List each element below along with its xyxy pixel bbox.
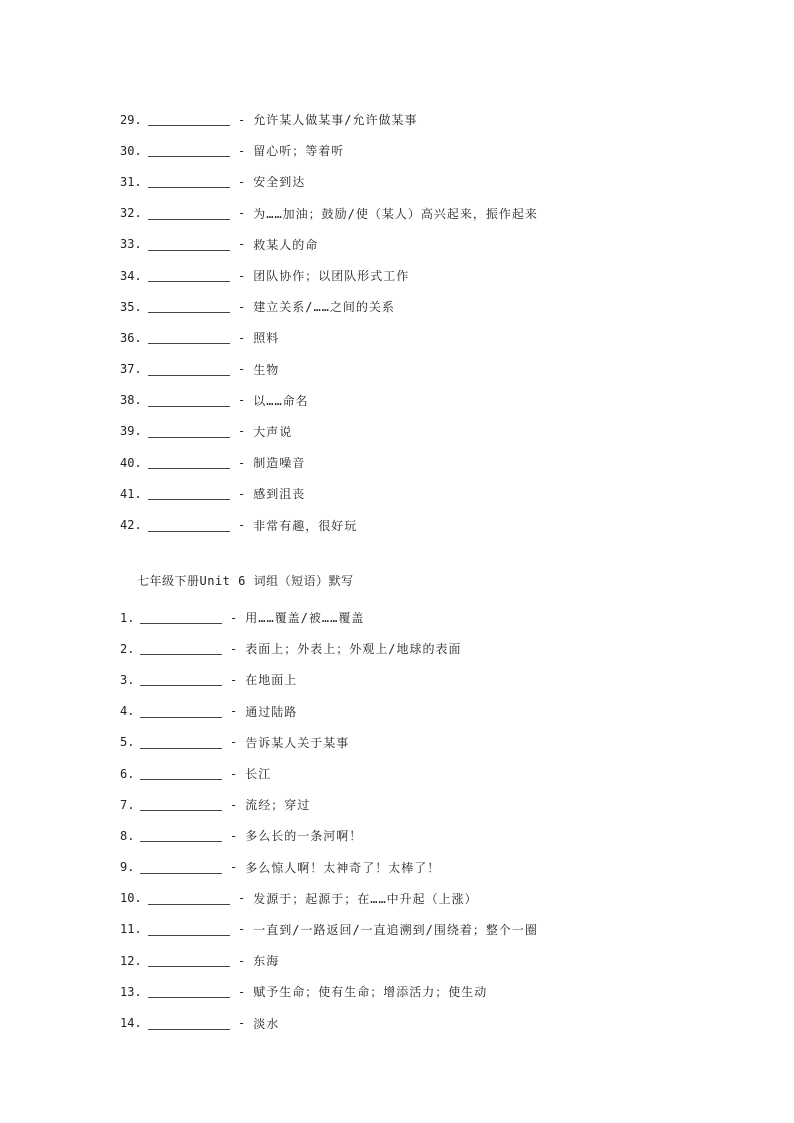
answer-blank[interactable] <box>148 175 230 188</box>
item-number: 41. <box>120 486 142 501</box>
answer-blank[interactable] <box>140 767 222 780</box>
separator-dash: - <box>238 362 246 377</box>
exercise-item <box>120 883 740 914</box>
item-meaning: 留心听；等着听 <box>253 144 345 159</box>
exercise-item <box>120 447 740 478</box>
answer-blank[interactable] <box>148 923 230 936</box>
exercise-item <box>120 852 740 883</box>
item-number: 32. <box>120 206 142 221</box>
item-meaning: 制造噪音 <box>253 456 306 471</box>
item-meaning: 长江 <box>245 767 272 782</box>
exercise-item <box>120 260 740 291</box>
exercise-item <box>120 166 740 197</box>
item-meaning: 通过陆路 <box>245 704 298 719</box>
separator-dash: - <box>238 922 246 937</box>
item-meaning: 东海 <box>253 954 280 969</box>
separator-dash: - <box>238 455 246 470</box>
separator-dash: - <box>238 299 246 314</box>
separator-dash: - <box>230 766 238 781</box>
answer-blank[interactable] <box>148 207 230 220</box>
exercise-item <box>120 509 740 540</box>
item-number: 31. <box>120 174 142 189</box>
separator-dash: - <box>230 610 238 625</box>
section-heading: 七年级下册Unit 6 词组（短语）默写 <box>137 574 354 588</box>
answer-blank[interactable] <box>148 238 230 251</box>
item-number: 5. <box>120 735 135 750</box>
answer-blank[interactable] <box>148 425 230 438</box>
item-meaning: 生物 <box>253 362 280 377</box>
separator-dash: - <box>238 143 246 158</box>
item-meaning: 多么惊人啊！太神奇了！太棒了！ <box>245 860 441 875</box>
item-number: 38. <box>120 393 142 408</box>
item-number: 8. <box>120 828 135 843</box>
item-meaning: 为……加油；鼓励/使（某人）高兴起来，振作起来 <box>253 206 538 221</box>
exercise-item <box>120 820 740 851</box>
item-meaning: 建立关系/……之间的关系 <box>253 300 395 315</box>
item-meaning: 在地面上 <box>245 673 298 688</box>
separator-dash: - <box>230 797 238 812</box>
exercise-item <box>120 758 740 789</box>
separator-dash: - <box>230 828 238 843</box>
separator-dash: - <box>238 330 246 345</box>
separator-dash: - <box>238 1016 246 1031</box>
answer-blank[interactable] <box>140 611 222 624</box>
exercise-item <box>120 478 740 509</box>
item-number: 39. <box>120 424 142 439</box>
item-meaning: 允许某人做某事/允许做某事 <box>253 113 418 128</box>
item-meaning: 非常有趣，很好玩 <box>253 518 358 533</box>
separator-dash: - <box>230 735 238 750</box>
exercise-item <box>120 322 740 353</box>
item-number: 6. <box>120 766 135 781</box>
item-number: 7. <box>120 797 135 812</box>
item-meaning: 一直到/一路返回/一直追溯到/围绕着；整个一圈 <box>253 922 538 937</box>
exercise-item <box>120 135 740 166</box>
item-number: 12. <box>120 953 142 968</box>
item-number: 40. <box>120 455 142 470</box>
item-number: 33. <box>120 237 142 252</box>
item-meaning: 告诉某人关于某事 <box>245 735 350 750</box>
item-number: 11. <box>120 922 142 937</box>
item-number: 10. <box>120 891 142 906</box>
exercise-item <box>120 664 740 695</box>
exercise-item <box>120 696 740 727</box>
answer-blank[interactable] <box>148 456 230 469</box>
item-number: 14. <box>120 1016 142 1031</box>
exercise-item <box>120 416 740 447</box>
item-number: 9. <box>120 860 135 875</box>
answer-blank[interactable] <box>148 519 230 532</box>
answer-blank[interactable] <box>140 736 222 749</box>
answer-blank[interactable] <box>140 829 222 842</box>
exercise-item <box>120 976 740 1007</box>
separator-dash: - <box>238 112 246 127</box>
answer-blank[interactable] <box>148 363 230 376</box>
item-number: 13. <box>120 984 142 999</box>
exercise-list-part-2 <box>120 602 740 1039</box>
item-number: 29. <box>120 112 142 127</box>
answer-blank[interactable] <box>140 861 222 874</box>
item-meaning: 淡水 <box>253 1016 280 1031</box>
answer-blank[interactable] <box>148 985 230 998</box>
separator-dash: - <box>238 486 246 501</box>
answer-blank[interactable] <box>140 642 222 655</box>
separator-dash: - <box>238 953 246 968</box>
answer-blank[interactable] <box>148 331 230 344</box>
item-number: 37. <box>120 362 142 377</box>
answer-blank[interactable] <box>140 673 222 686</box>
answer-blank[interactable] <box>148 144 230 157</box>
exercise-item <box>120 354 740 385</box>
exercise-item <box>120 633 740 664</box>
item-meaning: 救某人的命 <box>253 237 319 252</box>
item-meaning: 表面上；外表上；外观上/地球的表面 <box>245 642 462 657</box>
separator-dash: - <box>238 518 246 533</box>
item-meaning: 赋予生命；使有生命；增添活力；使生动 <box>253 985 488 1000</box>
item-number: 2. <box>120 641 135 656</box>
exercise-item <box>120 104 740 135</box>
exercise-item <box>120 291 740 322</box>
item-number: 3. <box>120 672 135 687</box>
separator-dash: - <box>230 704 238 719</box>
answer-blank[interactable] <box>148 1017 230 1030</box>
answer-blank[interactable] <box>140 705 222 718</box>
item-number: 1. <box>120 610 135 625</box>
exercise-item <box>120 727 740 758</box>
exercise-item <box>120 914 740 945</box>
answer-blank[interactable] <box>140 798 222 811</box>
item-meaning: 以……命名 <box>253 393 309 408</box>
separator-dash: - <box>238 174 246 189</box>
separator-dash: - <box>238 268 246 283</box>
separator-dash: - <box>238 984 246 999</box>
answer-blank[interactable] <box>148 892 230 905</box>
item-meaning: 多么长的一条河啊！ <box>245 829 363 844</box>
separator-dash: - <box>238 424 246 439</box>
item-number: 4. <box>120 704 135 719</box>
exercise-item <box>120 602 740 633</box>
exercise-item <box>120 198 740 229</box>
exercise-item <box>120 229 740 260</box>
separator-dash: - <box>230 672 238 687</box>
answer-blank[interactable] <box>148 300 230 313</box>
item-meaning: 照料 <box>253 331 280 346</box>
exercise-item <box>120 789 740 820</box>
answer-blank[interactable] <box>148 954 230 967</box>
item-number: 30. <box>120 143 142 158</box>
separator-dash: - <box>238 237 246 252</box>
item-number: 42. <box>120 518 142 533</box>
separator-dash: - <box>238 891 246 906</box>
item-number: 34. <box>120 268 142 283</box>
separator-dash: - <box>230 860 238 875</box>
item-meaning: 流经；穿过 <box>245 798 311 813</box>
answer-blank[interactable] <box>148 269 230 282</box>
item-meaning: 团队协作；以团队形式工作 <box>253 269 410 284</box>
item-meaning: 感到沮丧 <box>253 487 306 502</box>
item-meaning: 发源于；起源于；在……中升起（上涨） <box>253 891 478 906</box>
answer-blank[interactable] <box>148 394 230 407</box>
exercise-list-part-1 <box>120 104 740 541</box>
exercise-item <box>120 1007 740 1038</box>
item-number: 36. <box>120 330 142 345</box>
exercise-item <box>120 385 740 416</box>
separator-dash: - <box>238 393 246 408</box>
item-meaning: 安全到达 <box>253 175 306 190</box>
item-meaning: 大声说 <box>253 424 293 439</box>
item-meaning: 用……覆盖/被……覆盖 <box>245 611 365 626</box>
separator-dash: - <box>230 641 238 656</box>
answer-blank[interactable] <box>148 113 230 126</box>
exercise-item <box>120 945 740 976</box>
item-number: 35. <box>120 299 142 314</box>
answer-blank[interactable] <box>148 487 230 500</box>
separator-dash: - <box>238 206 246 221</box>
